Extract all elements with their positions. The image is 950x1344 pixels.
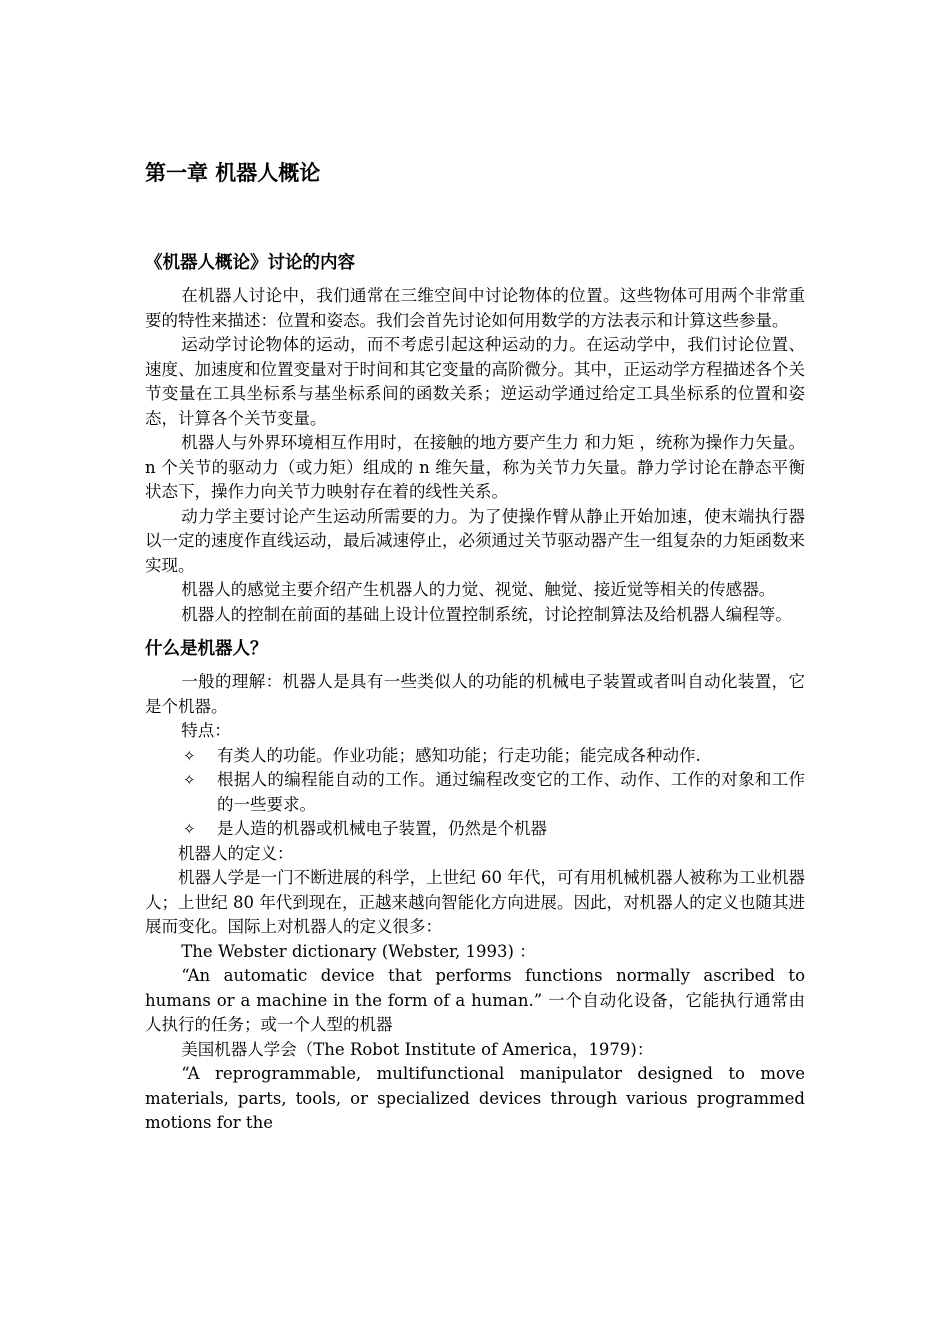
paragraph-kinematics: 运动学讨论物体的运动，而不考虑引起这种运动的力。在运动学中，我们讨论位置、速度、加速度和位置变量对于时间和其它变量的高阶微分。其中，正运动学方程描述各个关节变量在工具坐标系与基坐标系间的函数关系；逆运动学通过给定工具坐标系的位置和姿态，计算各个关节变量。 — [145, 335, 805, 428]
webster-quote: “An automatic device that performs functions normally ascribed to humans or a machine in the form of a human.” 一个自动化设备，它能执行通常由人执行的任务；或一个人型的机器 — [145, 966, 805, 1034]
paragraph-sensors: 机器人的感觉主要介绍产生机器人的力觉、视觉、触觉、接近觉等相关的传感器。 — [181, 580, 776, 599]
diamond-bullet-icon: ✧ — [183, 746, 196, 765]
spacer — [145, 188, 805, 250]
paragraph-position-orientation: 在机器人讨论中，我们通常在三维空间中讨论物体的位置。这些物体可用两个非常重要的特性来描述：位置和姿态。我们会首先讨论如何用数学的方法表示和计算这些参量。 — [145, 286, 805, 330]
spacer — [145, 276, 805, 284]
feature-text: 根据人的编程能自动的工作。通过编程改变它的工作、动作、工作的对象和工作的一些要求。 — [217, 770, 805, 814]
chapter-title: 第一章 机器人概论 — [145, 161, 321, 185]
feature-text: 有类人的功能。作业功能；感知功能；行走功能；能完成各种动作. — [217, 745, 701, 765]
list-item — [145, 817, 805, 842]
webster-label: The Webster dictionary (Webster, 1993) ： — [181, 941, 536, 961]
features-label: 特点： — [181, 721, 231, 740]
paragraph-definition: 机器人学是一门不断进展的科学，上世纪 60 年代，可有用机械机器人被称为工业机器人；上世纪 80 年代到现在，正越来越向智能化方向进展。因此，对机器人的定义也随其进展而变化。国际上对机器人的定义很多： — [145, 868, 805, 936]
diamond-bullet-icon: ✧ — [183, 820, 196, 838]
paragraph-dynamics: 动力学主要讨论产生运动所需要的力。为了使操作臂从静止开始加速，使末端执行器以一定的速度作直线运动，最后减速停止，必须通过关节驱动器产生一组复杂的力矩函数来实现。 — [145, 506, 805, 575]
paragraph-control: 机器人的控制在前面的基础上设计位置控制系统，讨论控制算法及给机器人编程等。 — [181, 604, 792, 624]
definition-label: 机器人的定义： — [178, 843, 294, 863]
page-content — [145, 158, 805, 1136]
feature-text: 是人造的机器或机械电子装置，仍然是个机器 — [217, 819, 547, 838]
list-item — [145, 744, 805, 769]
paragraph-statics: 机器人与外界环境相互作用时，在接触的地方要产生力 和力矩 ，统称为操作力矢量。n 个关节的驱动力（或力矩）组成的 n 维矢量，称为关节力矢量。静力学讨论在静态平衡状态下，操作力向关节力映射存在着的线性关系。 — [145, 433, 805, 501]
section-heading-what-is-robot: 什么是机器人？ — [145, 639, 268, 659]
ria-quote: “A reprogrammable, multifunctional manipulator designed to move materials, parts, tools, or specialized devices through various programmed motions for the — [145, 1064, 805, 1132]
list-item — [145, 768, 805, 817]
spacer — [145, 627, 805, 636]
ria-label: 美国机器人学会（The Robot Institute of America，1979)： — [181, 1039, 654, 1059]
spacer — [145, 662, 805, 670]
section-heading-contents: 《机器人概论》讨论的内容 — [145, 253, 355, 273]
diamond-bullet-icon: ✧ — [183, 771, 196, 789]
paragraph-general-understanding: 一般的理解：机器人是具有一些类似人的功能的机械电子装置或者叫自动化装置，它是个机器。 — [145, 672, 805, 716]
features-list — [145, 744, 805, 842]
